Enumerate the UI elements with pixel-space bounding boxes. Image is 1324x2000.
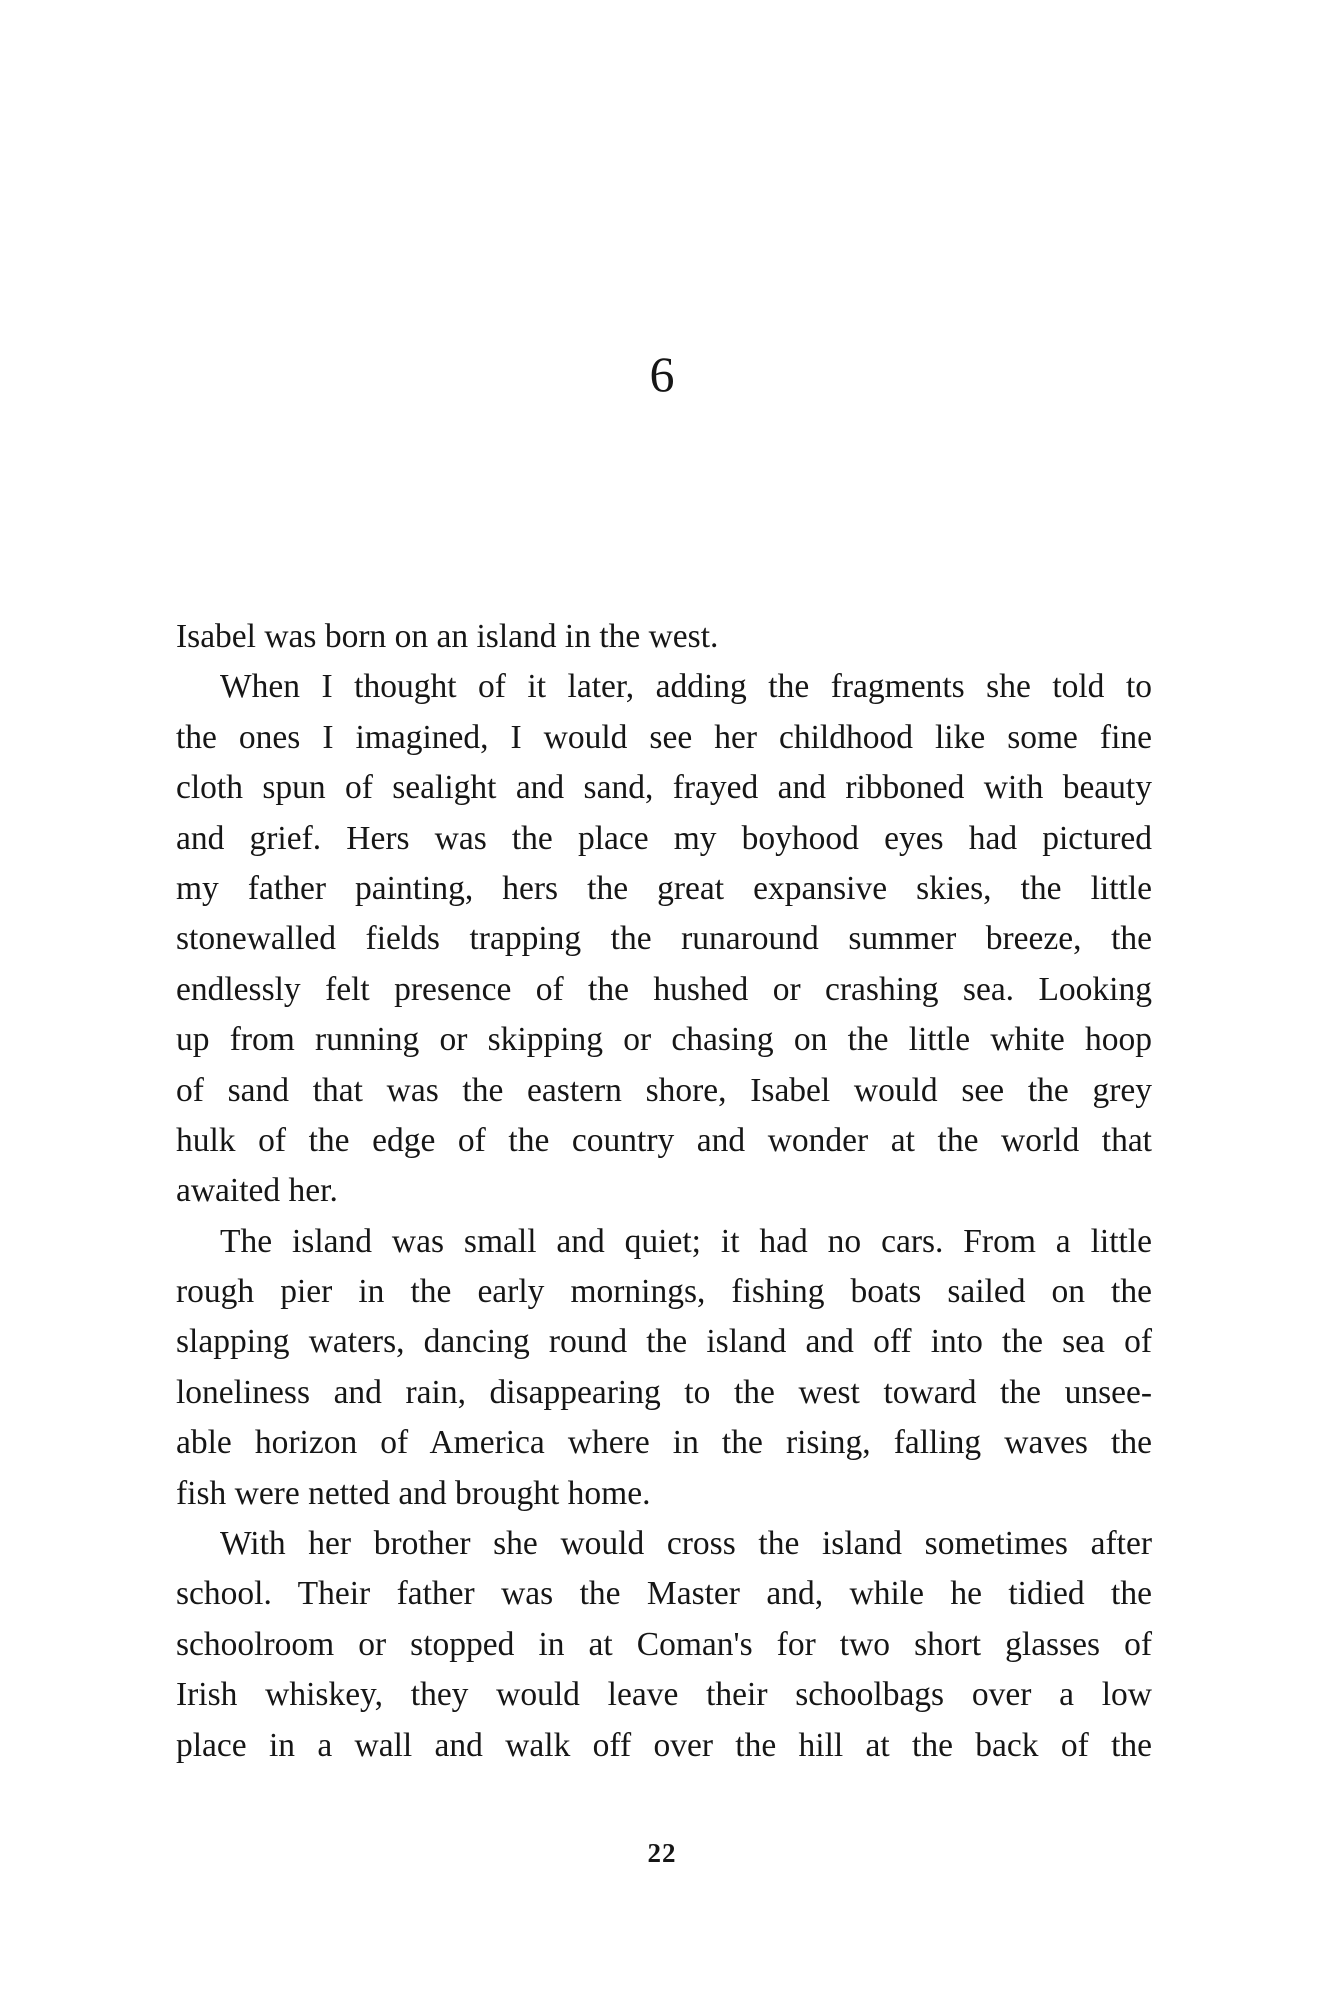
text-line: cloth spun of sealight and sand, frayed and ribboned with beauty: [176, 769, 1152, 807]
text-line: Irish whiskey, they would leave their schoolbags over a low: [176, 1676, 1152, 1714]
text-line: rough pier in the early mornings, fishing boats sailed on the: [176, 1273, 1152, 1311]
paragraph: [176, 1217, 1152, 1519]
body-text: [176, 612, 1152, 1771]
chapter-number: 6: [649, 346, 675, 402]
text-line: hulk of the edge of the country and wonder at the world that: [176, 1121, 1152, 1159]
paragraph: [176, 612, 1152, 662]
text-line: endlessly felt presence of the hushed or crashing sea. Looking: [176, 970, 1152, 1008]
text-line: school. Their father was the Master and, while he tidied the: [176, 1575, 1152, 1613]
text-line: place in a wall and walk off over the hill at the back of the: [176, 1726, 1152, 1764]
text-line: of sand that was the eastern shore, Isabel would see the grey: [176, 1071, 1152, 1109]
paragraph: [176, 1519, 1152, 1771]
text-line: The island was small and quiet; it had no cars. From a little: [220, 1222, 1152, 1260]
text-line: able horizon of America where in the rising, falling waves the: [176, 1424, 1152, 1462]
page-number: 22: [647, 1838, 677, 1868]
text-line: schoolroom or stopped in at Coman's for two short glasses of: [176, 1625, 1152, 1663]
text-line: loneliness and rain, disappearing to the west toward the unsee-: [176, 1373, 1152, 1411]
text-line: Isabel was born on an island in the west.: [176, 618, 719, 655]
text-line: awaited her.: [176, 1172, 338, 1210]
text-line: When I thought of it later, adding the fragments she told to: [220, 668, 1152, 706]
text-line: my father painting, hers the great expansive skies, the little: [176, 869, 1152, 907]
text-line: the ones I imagined, I would see her childhood like some fine: [176, 718, 1152, 756]
text-line: fish were netted and brought home.: [176, 1474, 651, 1512]
text-line: and grief. Hers was the place my boyhood eyes had pictured: [176, 819, 1152, 857]
text-line: stonewalled fields trapping the runaround summer breeze, the: [176, 920, 1152, 958]
text-line: With her brother she would cross the island sometimes after: [220, 1525, 1152, 1563]
text-line: slapping waters, dancing round the island and off into the sea of: [176, 1323, 1152, 1361]
text-line: up from running or skipping or chasing on the little white hoop: [176, 1021, 1152, 1059]
paragraph: [176, 662, 1152, 1216]
